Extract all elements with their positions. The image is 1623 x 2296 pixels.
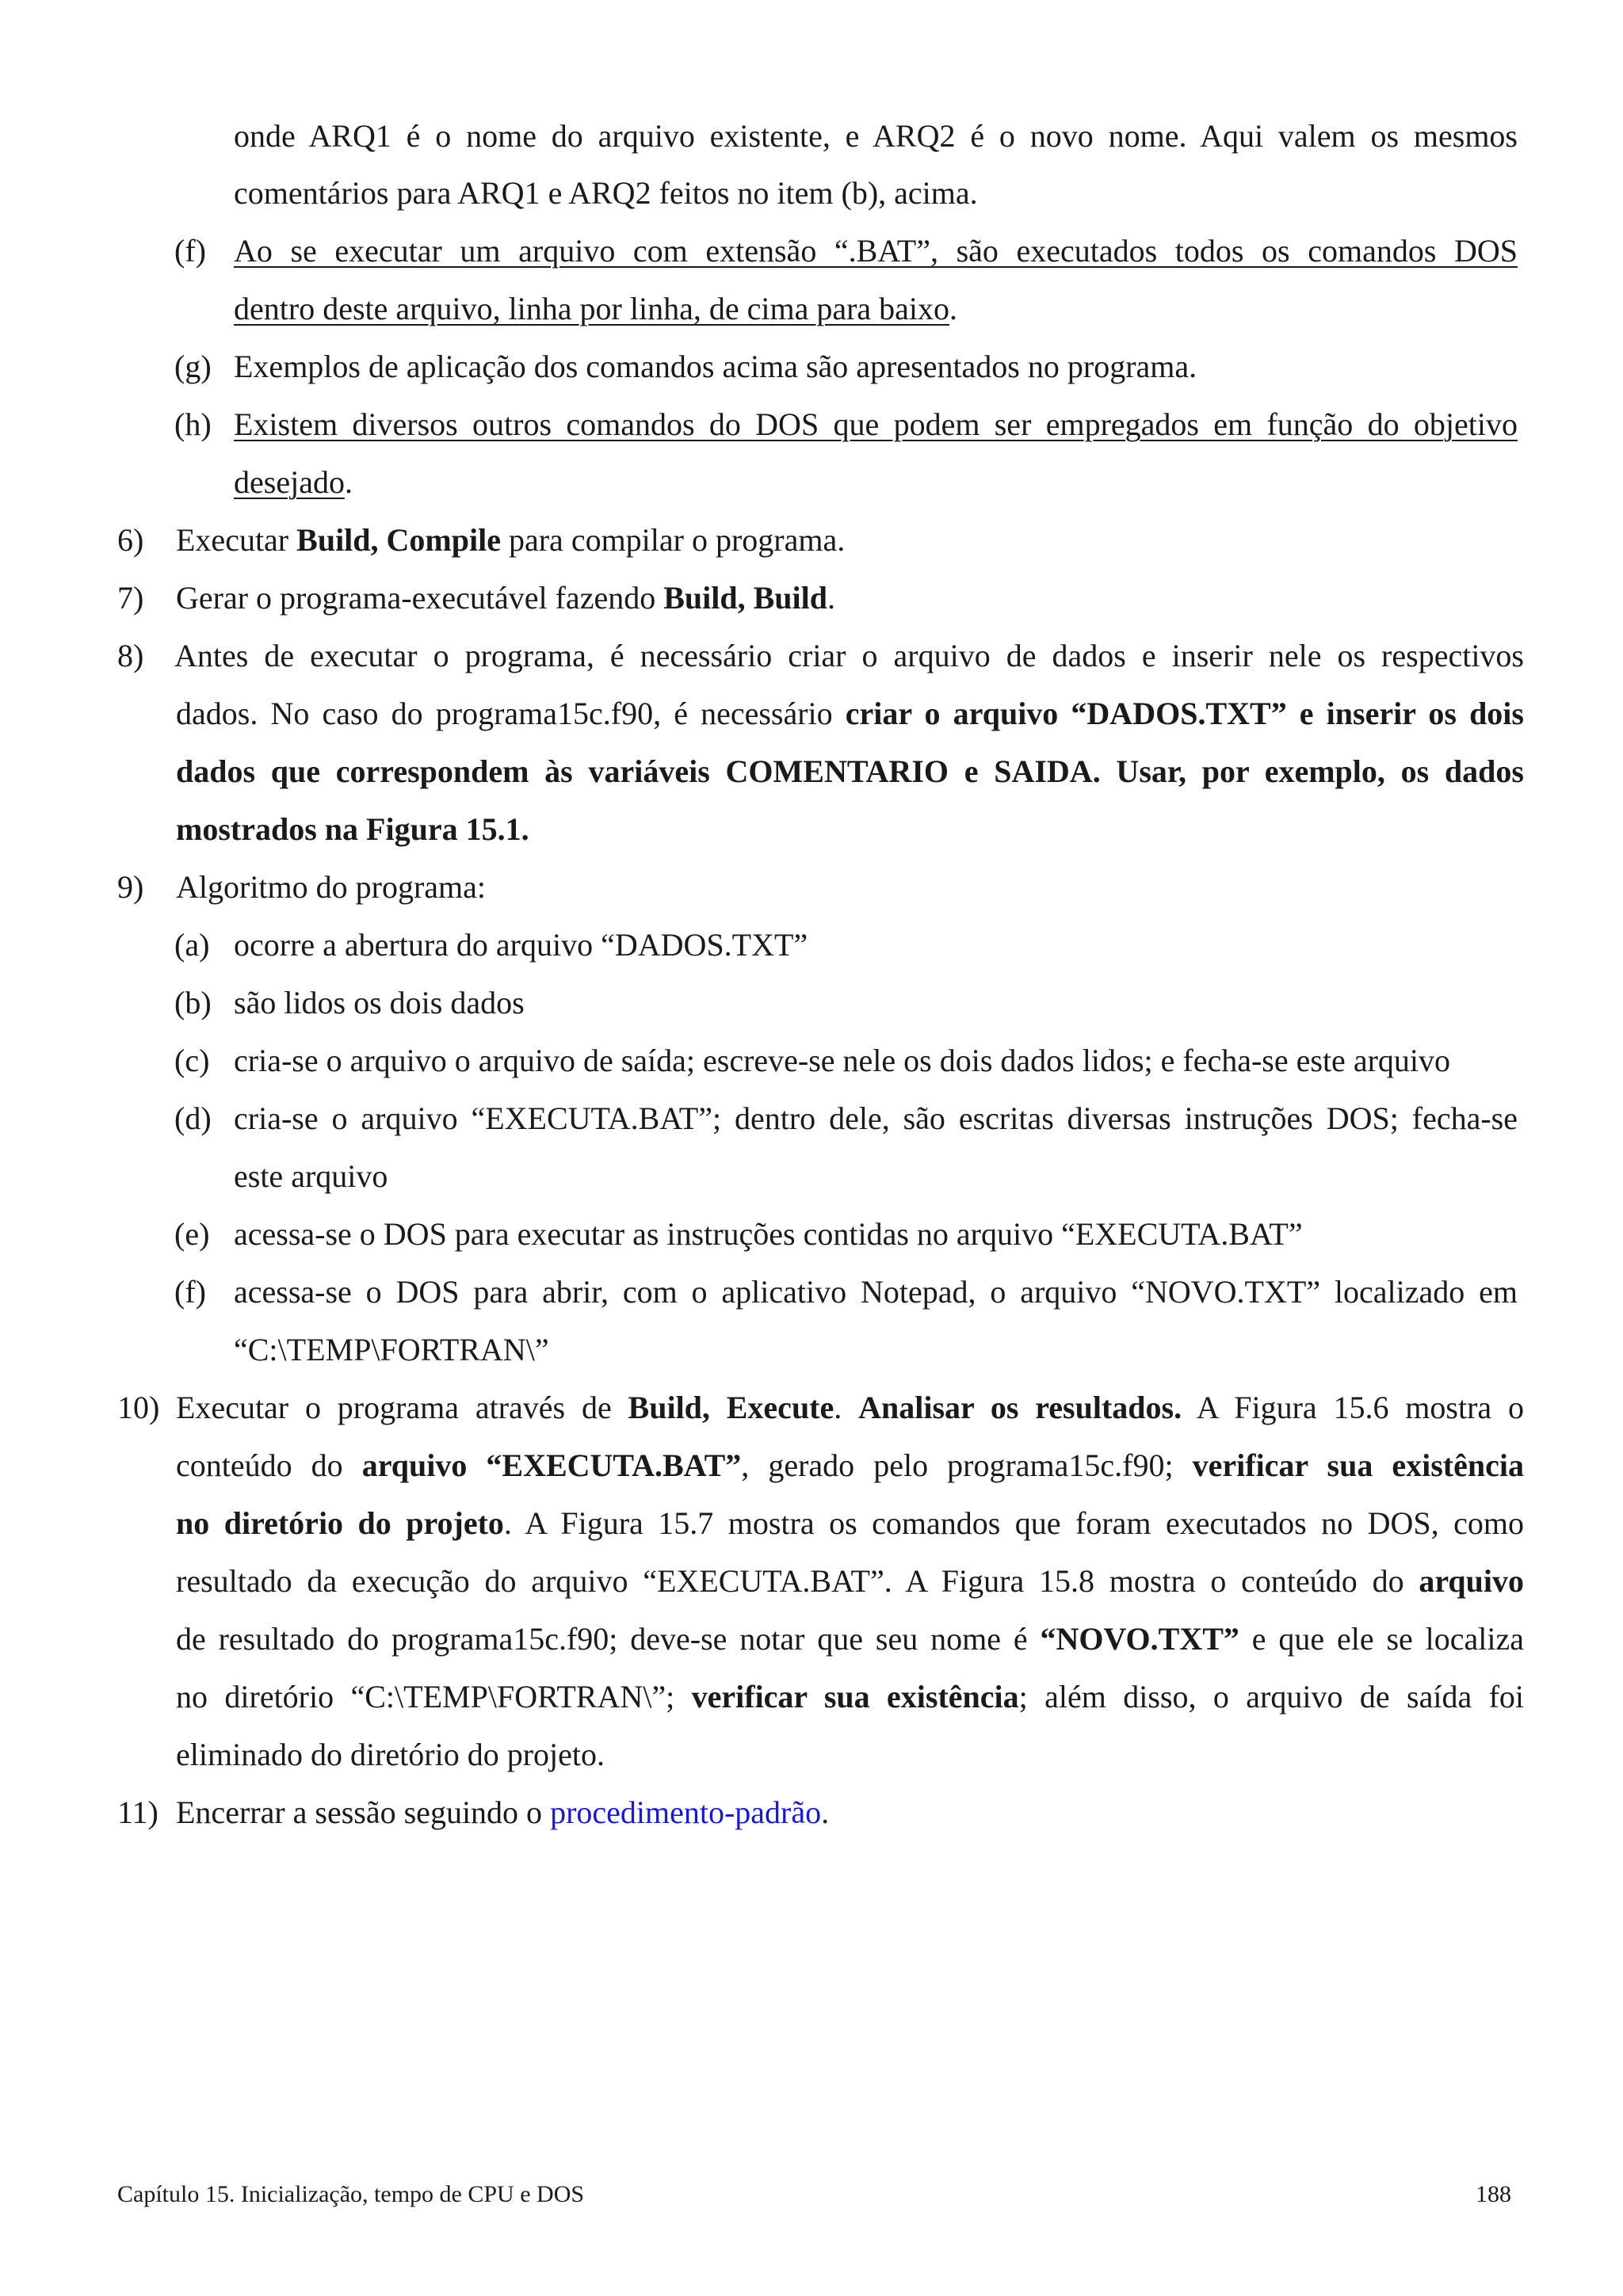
step-8-number: 8) [117, 638, 144, 673]
step-9b-text: são lidos os dois dados [234, 985, 525, 1020]
step-9a-label: (a) [174, 927, 210, 963]
step-8-line-4: mostrados na Figura 15.1. [176, 811, 529, 847]
step-10-l5-c: e que ele se localiza [1239, 1621, 1525, 1657]
step-10-l1-b: Build, Execute [628, 1390, 834, 1425]
step-8-line-2-pre: dados. No caso do programa15c.f90, é necessário [176, 696, 846, 731]
item-h-label: (h) [174, 406, 212, 442]
step-9d-line-2: este arquivo [234, 1158, 388, 1194]
step-10-l2-c: , gerado pelo programa15c.f90; [741, 1447, 1193, 1483]
step-10-l6-a: no diretório “C:\TEMP\FORTRAN\”; [176, 1679, 692, 1714]
step-10-l3-a: no diretório do projeto [176, 1505, 504, 1541]
step-10-line-7: eliminado do diretório do projeto. [176, 1737, 605, 1772]
step-10-number: 10) [117, 1390, 160, 1425]
step-9d-line-1: cria-se o arquivo “EXECUTA.BAT”; dentro dele, são escritas diversas instruções DOS; fecha-se [234, 1100, 1518, 1136]
step-10-line-6 [176, 1678, 1524, 1716]
item-e-line-1: onde ARQ1 é o nome do arquivo existente, e ARQ2 é o novo nome. Aqui valem os mesmos [234, 118, 1518, 154]
step-10-line-2 [176, 1447, 1524, 1485]
item-h-line-2-text: desejado [234, 464, 345, 500]
step-7-text [176, 579, 835, 617]
item-f-line-2-end: . [949, 291, 958, 326]
step-7-number: 7) [117, 580, 144, 616]
step-8-line-2 [176, 695, 1524, 733]
step-7-bold: Build, Build [663, 580, 827, 616]
step-10-l1-d: Analisar os resultados. [858, 1390, 1182, 1425]
step-6-pre: Executar [176, 522, 297, 558]
step-9c-text: cria-se o arquivo o arquivo de saída; escreve-se nele os dois dados lidos; e fecha-se este arquivo [234, 1043, 1450, 1078]
step-7-pre: Gerar o programa-executável fazendo [176, 580, 664, 616]
step-10-line-5 [176, 1620, 1524, 1658]
step-9d-label: (d) [174, 1100, 212, 1136]
item-h-line-1: Existem diversos outros comandos do DOS que podem ser empregados em função do objetivo [234, 406, 1518, 442]
step-9-text: Algoritmo do programa: [176, 869, 487, 905]
step-8-line-2-bold: criar o arquivo “DADOS.TXT” e inserir os dois [845, 696, 1524, 731]
step-11-pre: Encerrar a sessão seguindo o [176, 1794, 551, 1830]
step-9e-label: (e) [174, 1216, 210, 1252]
step-10-l4-b: arquivo [1419, 1563, 1524, 1599]
item-f-label: (f) [174, 233, 206, 269]
step-10-l5-a: de resultado do programa15c.f90; deve-se notar que seu nome é [176, 1621, 1041, 1657]
step-10-line-1 [176, 1389, 1524, 1427]
item-e-line-2: comentários para ARQ1 e ARQ2 feitos no item (b), acima. [234, 175, 978, 211]
step-10-l1-a: Executar o programa através de [176, 1390, 628, 1425]
step-8-line-3: dados que correspondem às variáveis COMENTARIO e SAIDA. Usar, por exemplo, os dados [176, 753, 1524, 789]
step-6-text [176, 521, 845, 559]
step-9f-label: (f) [174, 1274, 206, 1310]
item-h-line-2-end: . [344, 464, 353, 500]
step-10-l6-b: verificar sua existência [691, 1679, 1019, 1714]
step-10-l1-c: . [834, 1390, 859, 1425]
step-6-post: para compilar o programa. [500, 522, 846, 558]
step-10-line-4 [176, 1562, 1524, 1600]
item-h-line-2 [234, 463, 353, 502]
step-11-text [176, 1794, 829, 1832]
step-8-line-1: Antes de executar o programa, é necessário criar o arquivo de dados e inserir nele os respectivos [174, 638, 1524, 673]
step-9a-text: ocorre a abertura do arquivo “DADOS.TXT” [234, 927, 808, 963]
step-10-l2-a: conteúdo do [176, 1447, 362, 1483]
step-11-post: . [821, 1794, 830, 1830]
item-f-line-2-text: dentro deste arquivo, linha por linha, de cima para baixo [234, 291, 950, 326]
step-10-l2-b: arquivo “EXECUTA.BAT” [361, 1447, 742, 1483]
step-9f-line-1: acessa-se o DOS para abrir, com o aplicativo Notepad, o arquivo “NOVO.TXT” localizado em [234, 1274, 1518, 1310]
footer-page-number: 188 [1476, 2181, 1511, 2207]
step-6-bold: Build, Compile [296, 522, 501, 558]
item-g-label: (g) [174, 349, 212, 384]
step-9c-label: (c) [174, 1043, 210, 1078]
step-9-number: 9) [117, 869, 144, 905]
item-f-line-1: Ao se executar um arquivo com extensão “.BAT”, são executados todos os comandos DOS [234, 233, 1518, 269]
step-10-l3-b: . A Figura 15.7 mostra os comandos que foram executados no DOS, como [503, 1505, 1524, 1541]
step-10-l4-a: resultado da execução do arquivo “EXECUTA.BAT”. A Figura 15.8 mostra o conteúdo do [176, 1563, 1419, 1599]
item-g-text: Exemplos de aplicação dos comandos acima são apresentados no programa. [234, 349, 1197, 384]
footer-chapter: Capítulo 15. Inicialização, tempo de CPU e DOS [117, 2181, 585, 2207]
step-11-number: 11) [117, 1794, 158, 1830]
step-9f-line-2: “C:\TEMP\FORTRAN\” [234, 1332, 549, 1367]
step-9e-text: acessa-se o DOS para executar as instruções contidas no arquivo “EXECUTA.BAT” [234, 1216, 1303, 1252]
step-10-l5-b: “NOVO.TXT” [1040, 1621, 1239, 1657]
step-10-l2-d: verificar sua existência [1192, 1447, 1524, 1483]
step-10-l1-e: A Figura 15.6 mostra o [1182, 1390, 1525, 1425]
step-9b-label: (b) [174, 985, 212, 1020]
step-6-number: 6) [117, 522, 144, 558]
procedimento-padrao-link[interactable]: procedimento-padrão [550, 1794, 822, 1830]
step-10-line-3 [176, 1505, 1524, 1543]
step-10-l6-c: ; além disso, o arquivo de saída foi [1018, 1679, 1525, 1714]
item-f-line-2 [234, 290, 957, 328]
step-7-post: . [827, 580, 835, 616]
